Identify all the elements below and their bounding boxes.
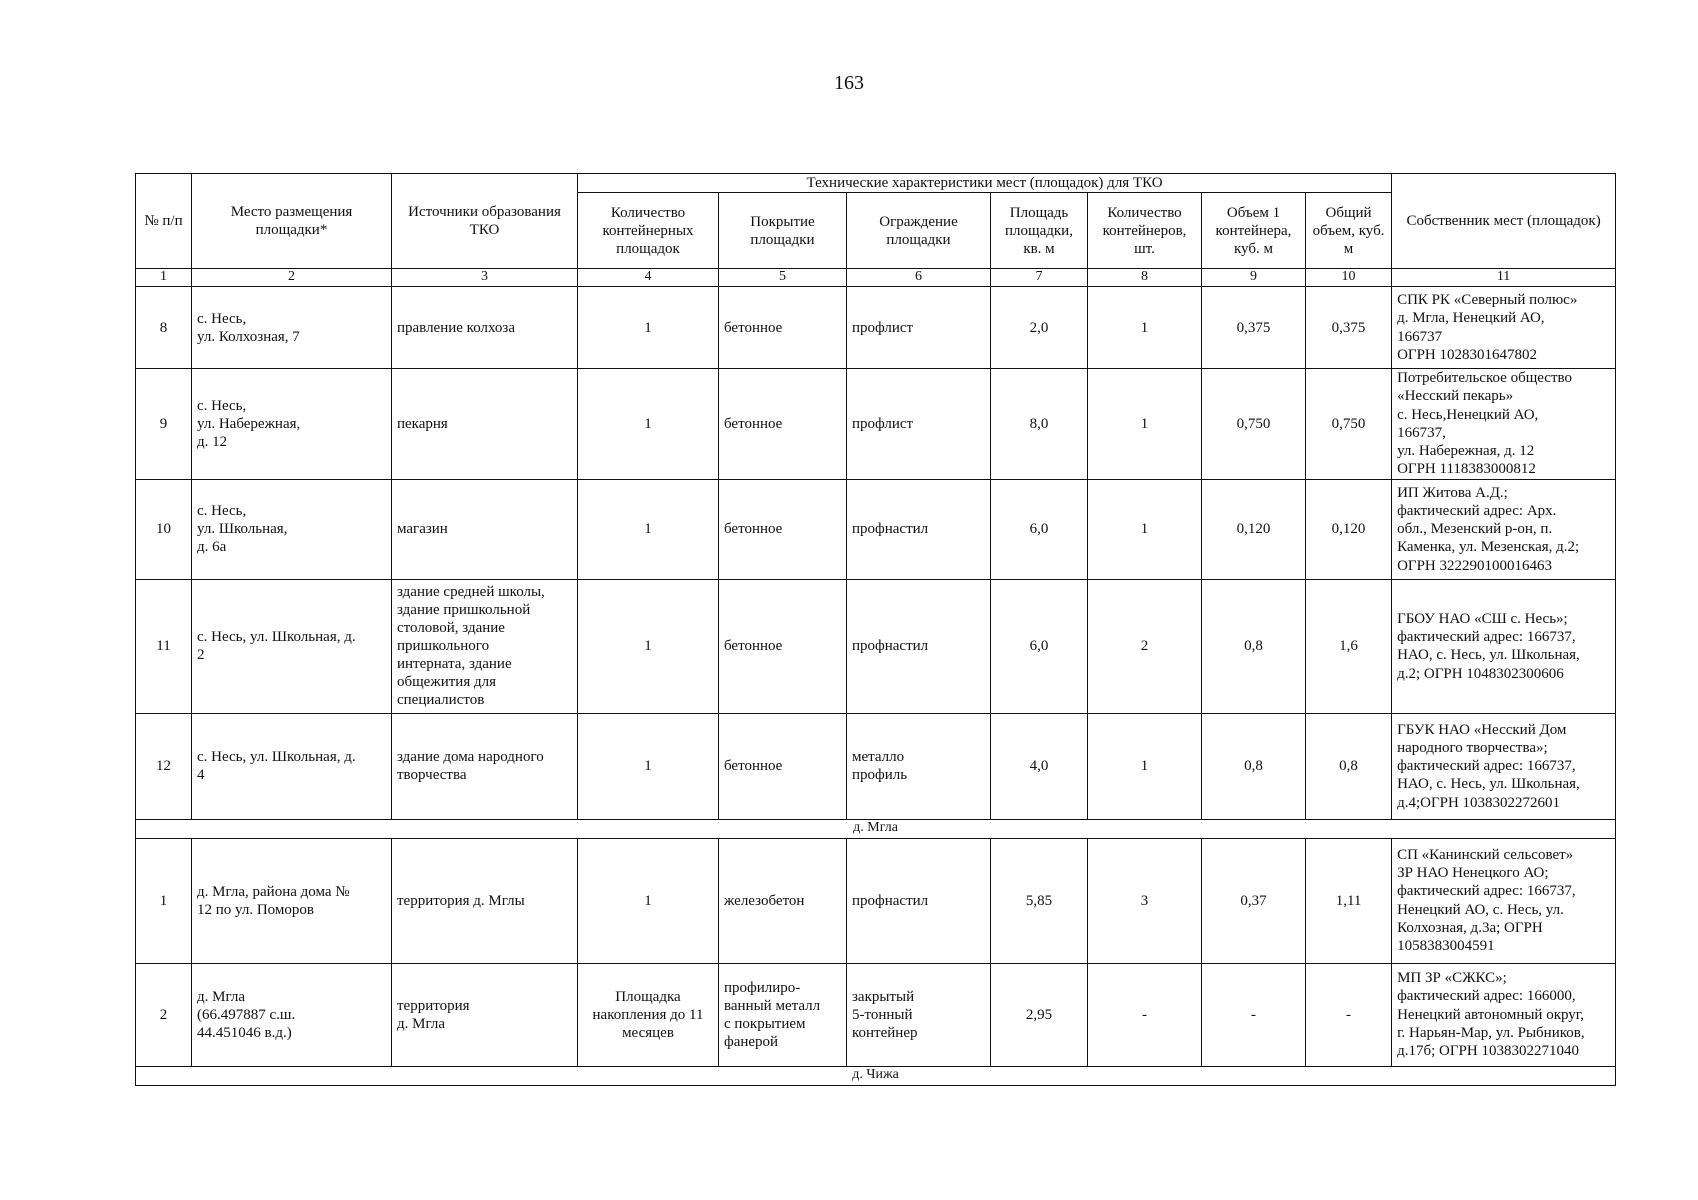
column-number: 10 (1306, 269, 1392, 287)
column-number-row (136, 269, 1616, 287)
cell-area: 2,0 (991, 287, 1088, 369)
column-number: 5 (719, 269, 847, 287)
cell-area: 5,85 (991, 838, 1088, 963)
cell-place: с. Несь, ул. Школьная, д. 4 (192, 713, 392, 819)
cell-volume-one: 0,8 (1202, 579, 1306, 713)
cell-sources: здание дома народного творчества (392, 713, 578, 819)
cell-place: с. Несь, ул. Колхозная, 7 (192, 287, 392, 369)
cell-owner: Потребительское общество «Несский пекарь» с. Несь,Ненецкий АО, 166737, ул. Набережная, д. 12 ОГРН 1118383000812 (1392, 369, 1616, 480)
header-fence: Ограждение площадки (847, 193, 991, 269)
cell-cover: бетонное (719, 369, 847, 480)
group-title: д. Чижа (136, 1066, 1616, 1085)
cell-volume-total: 0,750 (1306, 369, 1392, 480)
table-row (136, 713, 1616, 819)
cell-owner: СП «Канинский сельсовет» ЗР НАО Ненецкого АО; фактический адрес: 166737, Ненецкий АО, с. Несь, ул. Колхозная, д.3а; ОГРН 1058383004591 (1392, 838, 1616, 963)
cell-place: д. Мгла, района дома № 12 по ул. Поморов (192, 838, 392, 963)
cell-sites-count: 1 (578, 838, 719, 963)
group-header-mgla (136, 819, 1616, 838)
cell-containers: 1 (1088, 287, 1202, 369)
group-header-mgla-body (136, 819, 1616, 838)
cell-sites-count: 1 (578, 369, 719, 480)
cell-area: 4,0 (991, 713, 1088, 819)
cell-fence: профлист (847, 287, 991, 369)
cell-volume-total: 0,375 (1306, 287, 1392, 369)
cell-place: с. Несь, ул. Школьная, д. 6а (192, 479, 392, 579)
cell-containers: 1 (1088, 369, 1202, 480)
cell-num: 11 (136, 579, 192, 713)
group-header-chizha (136, 1066, 1616, 1085)
table-row (136, 838, 1616, 963)
table-row (136, 287, 1616, 369)
cell-volume-total: 1,6 (1306, 579, 1392, 713)
header-num: № п/п (136, 174, 192, 269)
cell-volume-total: 0,8 (1306, 713, 1392, 819)
table-body-nes (136, 287, 1616, 820)
cell-area: 8,0 (991, 369, 1088, 480)
cell-owner: ГБУК НАО «Несский Дом народного творчества»; фактический адрес: 166737, НАО, с. Несь, ул. Школьная, д.4;ОГРН 1038302272601 (1392, 713, 1616, 819)
cell-cover: железобетон (719, 838, 847, 963)
cell-sources: пекарня (392, 369, 578, 480)
table-row (136, 579, 1616, 713)
cell-volume-one: 0,37 (1202, 838, 1306, 963)
cell-volume-one: 0,750 (1202, 369, 1306, 480)
header-place: Место размещения площадки* (192, 174, 392, 269)
cell-volume-one: 0,8 (1202, 713, 1306, 819)
cell-sources: территория д. Мглы (392, 838, 578, 963)
cell-sites-count: 1 (578, 579, 719, 713)
cell-fence: профнастил (847, 579, 991, 713)
cell-num: 9 (136, 369, 192, 480)
group-header-chizha-body (136, 1066, 1616, 1085)
column-number: 3 (392, 269, 578, 287)
cell-sources: территория д. Мгла (392, 963, 578, 1066)
column-number: 8 (1088, 269, 1202, 287)
cell-owner: МП ЗР «СЖКС»; фактический адрес: 166000, Ненецкий автономный округ, г. Нарьян-Мар, ул. Рыбников, д.17б; ОГРН 1038302271040 (1392, 963, 1616, 1066)
cell-sites-count: 1 (578, 287, 719, 369)
column-number: 6 (847, 269, 991, 287)
header-row-1 (136, 174, 1616, 193)
cell-num: 10 (136, 479, 192, 579)
cell-num: 2 (136, 963, 192, 1066)
header-containers: Количество контейнеров, шт. (1088, 193, 1202, 269)
cell-volume-one: - (1202, 963, 1306, 1066)
header-volume-one: Объем 1 контейнера, куб. м (1202, 193, 1306, 269)
cell-sources: здание средней школы, здание пришкольной столовой, здание пришкольного интерната, здание общежития для специалистов (392, 579, 578, 713)
cell-containers: 3 (1088, 838, 1202, 963)
cell-containers: 1 (1088, 713, 1202, 819)
cell-cover: бетонное (719, 579, 847, 713)
cell-sources: правление колхоза (392, 287, 578, 369)
cell-cover: профилиро- ванный металл с покрытием фанерой (719, 963, 847, 1066)
cell-volume-one: 0,120 (1202, 479, 1306, 579)
cell-cover: бетонное (719, 287, 847, 369)
cell-sites-count: 1 (578, 713, 719, 819)
cell-sites-count: 1 (578, 479, 719, 579)
header-sites-count: Количество контейнерных площадок (578, 193, 719, 269)
column-number: 4 (578, 269, 719, 287)
group-title: д. Мгла (136, 819, 1616, 838)
cell-area: 6,0 (991, 479, 1088, 579)
cell-containers: - (1088, 963, 1202, 1066)
cell-sources: магазин (392, 479, 578, 579)
page-number: 163 (834, 72, 864, 94)
cell-fence: профнастил (847, 838, 991, 963)
column-number: 2 (192, 269, 392, 287)
cell-area: 6,0 (991, 579, 1088, 713)
header-sources: Источники образования ТКО (392, 174, 578, 269)
header-area: Площадь площадки, кв. м (991, 193, 1088, 269)
header-cover: Покрытие площадки (719, 193, 847, 269)
cell-containers: 2 (1088, 579, 1202, 713)
cell-fence: металло профиль (847, 713, 991, 819)
column-number: 1 (136, 269, 192, 287)
cell-fence: закрытый 5-тонный контейнер (847, 963, 991, 1066)
table-row (136, 479, 1616, 579)
cell-owner: СПК РК «Северный полюс» д. Мгла, Ненецкий АО, 166737 ОГРН 1028301647802 (1392, 287, 1616, 369)
cell-volume-one: 0,375 (1202, 287, 1306, 369)
cell-volume-total: - (1306, 963, 1392, 1066)
cell-area: 2,95 (991, 963, 1088, 1066)
cell-volume-total: 0,120 (1306, 479, 1392, 579)
table-row (136, 369, 1616, 480)
column-number: 9 (1202, 269, 1306, 287)
waste-sites-table (135, 173, 1616, 1086)
header-tech-group: Технические характеристики мест (площадок) для ТКО (578, 174, 1392, 193)
cell-fence: профлист (847, 369, 991, 480)
cell-num: 8 (136, 287, 192, 369)
cell-sites-count: Площадка накопления до 11 месяцев (578, 963, 719, 1066)
table-row (136, 963, 1616, 1066)
cell-owner: ГБОУ НАО «СШ с. Несь»; фактический адрес: 166737, НАО, с. Несь, ул. Школьная, д.2; ОГРН 1048302300606 (1392, 579, 1616, 713)
cell-volume-total: 1,11 (1306, 838, 1392, 963)
cell-cover: бетонное (719, 713, 847, 819)
cell-containers: 1 (1088, 479, 1202, 579)
cell-place: д. Мгла (66.497887 с.ш. 44.451046 в.д.) (192, 963, 392, 1066)
column-number: 7 (991, 269, 1088, 287)
cell-place: с. Несь, ул. Школьная, д. 2 (192, 579, 392, 713)
header-owner: Собственник мест (площадок) (1392, 174, 1616, 269)
cell-num: 1 (136, 838, 192, 963)
cell-cover: бетонное (719, 479, 847, 579)
header-volume-total: Общий объем, куб. м (1306, 193, 1392, 269)
column-number: 11 (1392, 269, 1616, 287)
cell-place: с. Несь, ул. Набережная, д. 12 (192, 369, 392, 480)
cell-owner: ИП Житова А.Д.; фактический адрес: Арх. обл., Мезенский р-он, п. Каменка, ул. Мезенская, д.2; ОГРН 322290100016463 (1392, 479, 1616, 579)
cell-num: 12 (136, 713, 192, 819)
table-body-mgla (136, 838, 1616, 1066)
cell-fence: профнастил (847, 479, 991, 579)
